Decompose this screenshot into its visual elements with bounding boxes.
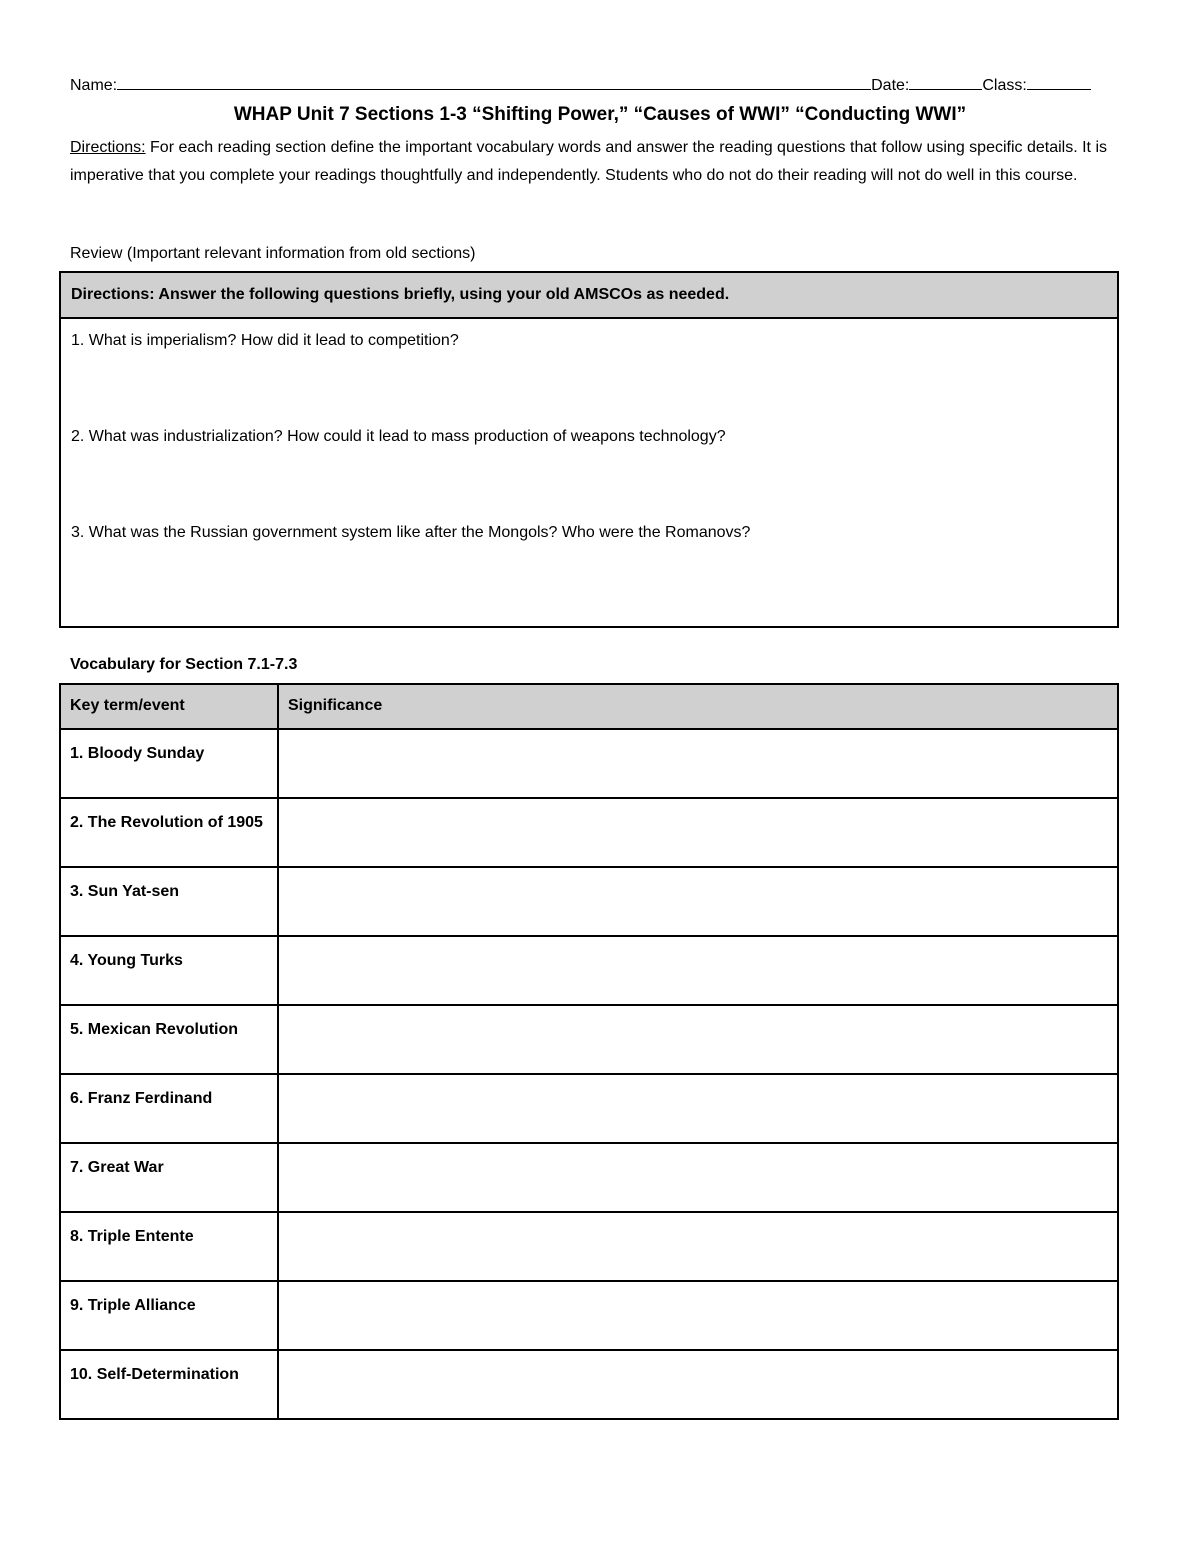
significance-cell[interactable] [278,1281,1118,1350]
review-header [61,273,1117,319]
significance-cell[interactable] [278,1350,1118,1419]
vocab-label: Vocabulary for Section 7.1-7.3 [70,656,298,673]
review-question-2: 2. What was industrialization? How could it lead to mass production of weapons technology? [71,428,726,445]
significance-cell[interactable] [278,936,1118,1005]
vocab-term: 3. Sun Yat-sen [70,883,180,900]
significance-cell[interactable] [278,1074,1118,1143]
table-row [60,867,1118,936]
vocab-term: 10. Self-Determination [70,1366,239,1383]
significance-cell[interactable] [278,1212,1118,1281]
directions-label: Directions: [70,139,146,156]
vocab-table [59,683,1119,1420]
table-row [60,936,1118,1005]
table-row [60,729,1118,798]
table-row [60,1005,1118,1074]
significance-cell[interactable] [278,798,1118,867]
vocab-term: 6. Franz Ferdinand [70,1090,213,1107]
vocab-header-row [60,684,1118,729]
vocab-term: 8. Triple Entente [70,1228,194,1245]
review-instructions: Directions: Answer the following questions briefly, using your old AMSCOs as needed. [71,286,730,303]
page-title: WHAP Unit 7 Sections 1-3 “Shifting Power,” “Causes of WWI” “Conducting WWI” [233,104,967,125]
vocab-term: 4. Young Turks [70,952,183,969]
significance-cell[interactable] [278,867,1118,936]
significance-cell[interactable] [278,1143,1118,1212]
significance-cell[interactable] [278,729,1118,798]
vocab-term: 9. Triple Alliance [70,1297,196,1314]
review-question-1: 1. What is imperialism? How did it lead to competition? [71,332,459,349]
vocab-term: 2. The Revolution of 1905 [70,814,263,831]
class-field[interactable] [1027,74,1091,90]
review-label: Review (Important relevant information from old sections) [70,245,476,262]
date-field[interactable] [909,74,982,90]
vocab-term: 1. Bloody Sunday [70,745,205,762]
significance-cell[interactable] [278,1005,1118,1074]
table-row [60,1143,1118,1212]
header-fields [70,74,1126,96]
review-box [59,271,1119,628]
directions-text: For each reading section define the important vocabulary words and answer the reading questions that follow using specific details. It is imperative that you complete your readings thoughtfully and independently. Students who do not do their reading will not do well in this course. [70,139,1107,184]
col-term-header: Key term/event [60,684,278,729]
vocab-term: 7. Great War [70,1159,164,1176]
class-label: Class: [982,77,1027,94]
vocab-term: 5. Mexican Revolution [70,1021,239,1038]
review-question-3: 3. What was the Russian government system like after the Mongols? Who were the Romanovs? [71,524,751,541]
table-row [60,1212,1118,1281]
name-label: Name: [70,77,118,94]
table-row [60,1074,1118,1143]
date-label: Date: [871,77,910,94]
col-significance-header: Significance [278,684,1118,729]
table-row [60,1350,1118,1419]
name-field[interactable] [117,74,871,90]
directions [70,134,1110,190]
table-row [60,1281,1118,1350]
table-row [60,798,1118,867]
